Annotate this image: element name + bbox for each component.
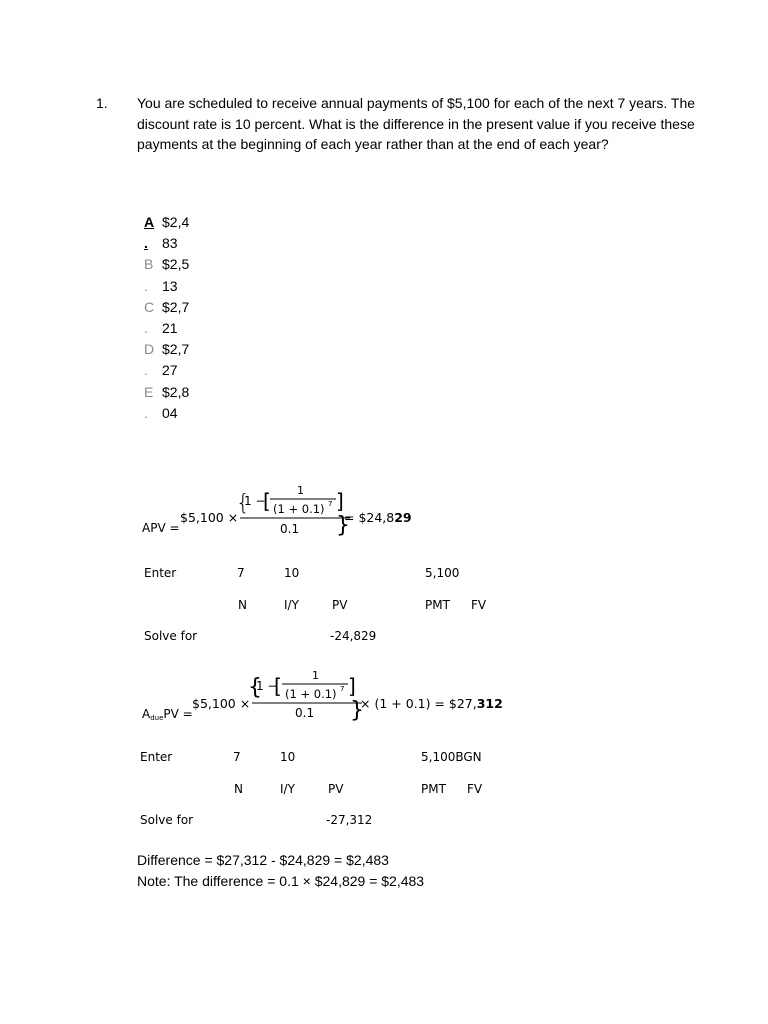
- choice-letter: D: [144, 341, 155, 358]
- answer-choices: [144, 212, 224, 424]
- adue-rate: 0.1: [295, 706, 315, 720]
- choice-c[interactable]: [144, 297, 224, 339]
- choice-dot: .: [144, 235, 148, 252]
- apv-formula: [136, 480, 506, 545]
- adue-key-iy: I/Y: [280, 782, 295, 796]
- adue-key-pv: PV: [328, 782, 344, 796]
- choice-d[interactable]: [144, 339, 224, 381]
- apv-key-pv: PV: [332, 598, 348, 612]
- choice-value-part1: $2,4: [162, 214, 190, 230]
- svg-text:]: ]: [348, 674, 356, 698]
- apv-pmt-value: 5,100: [425, 566, 460, 580]
- svg-text:{: {: [248, 675, 262, 700]
- choice-dot: .: [144, 404, 148, 421]
- choice-e[interactable]: [144, 382, 224, 424]
- apv-key-n: N: [238, 598, 247, 612]
- choice-letter: E: [144, 383, 154, 400]
- adue-pv-result: -27,312: [326, 813, 373, 827]
- apv-result-prefix: = $24,8: [344, 510, 395, 525]
- adue-label-sub: due: [150, 714, 164, 722]
- adue-n-value: 7: [233, 750, 241, 764]
- svg-text:}: }: [350, 698, 364, 723]
- svg-text:{: {: [236, 491, 250, 516]
- apv-rate: 0.1: [280, 522, 300, 536]
- adue-label-rest: PV =: [163, 707, 193, 721]
- note-line: Note: The difference = 0.1 × $24,829 = $2,483: [137, 873, 425, 889]
- svg-text:1 −: 1 −: [244, 494, 266, 508]
- choice-value-part2: 27: [162, 362, 178, 379]
- choice-value-part1: $2,8: [162, 383, 190, 400]
- apv-result-bold: 29: [394, 510, 412, 525]
- adue-result-bold: 312: [476, 696, 503, 711]
- choice-value-part1: $2,7: [162, 341, 190, 358]
- difference-line: Difference = $27,312 - $24,829 = $2,483: [137, 852, 389, 868]
- adue-numer-one: 1: [312, 669, 319, 682]
- apv-n-value: 7: [237, 566, 245, 580]
- annuity-due-calculation: [136, 662, 506, 832]
- choice-letter: A: [144, 214, 155, 230]
- choice-value-part2: 13: [162, 277, 178, 294]
- adue-pmt: $5,100 ×: [192, 696, 251, 711]
- adue-key-pmt: PMT: [421, 782, 446, 796]
- apv-pmt: $5,100 ×: [180, 510, 239, 525]
- apv-base: (1 + 0.1): [273, 502, 325, 516]
- choice-dot: .: [144, 320, 148, 337]
- svg-text:[: [: [263, 489, 271, 513]
- svg-text:× (1 + 0.1) = $27,312: [360, 696, 503, 711]
- apv-iy-value: 10: [284, 566, 300, 580]
- choice-value-part2: 83: [162, 235, 178, 252]
- choice-a[interactable]: [144, 212, 224, 254]
- adue-exp: 7: [340, 685, 345, 693]
- apv-key-iy: I/Y: [284, 598, 299, 612]
- svg-text:AduePV =: [142, 707, 193, 722]
- adue-iy-value: 10: [280, 750, 296, 764]
- adue-solve-label: Solve for: [140, 813, 194, 827]
- adue-base: (1 + 0.1): [285, 687, 337, 701]
- choice-dot: .: [144, 277, 148, 294]
- adue-formula: [136, 662, 506, 727]
- apv-exp: 7: [328, 500, 333, 508]
- choice-value-part1: $2,5: [162, 256, 190, 273]
- svg-text:}: }: [336, 513, 350, 538]
- choice-value-part2: 21: [162, 320, 178, 337]
- svg-text:= $24,829: [344, 510, 412, 525]
- apv-numer-one: 1: [297, 484, 304, 497]
- apv-key-fv: FV: [471, 598, 487, 612]
- apv-pv-result: -24,829: [330, 629, 377, 643]
- choice-letter: B: [144, 256, 154, 273]
- explanation: [137, 850, 424, 892]
- svg-text:]: ]: [336, 489, 344, 513]
- choice-value-part2: 04: [162, 404, 178, 421]
- svg-text:1 −: 1 −: [256, 679, 278, 693]
- adue-key-fv: FV: [467, 782, 483, 796]
- question-text: You are scheduled to receive annual payments of $5,100 for each of the next 7 years. The discount rate is 10 percent. What is the difference in the present value if you receive these payments at the beginning of each year rather than at the end of each year?: [137, 95, 696, 152]
- adue-times: × (1 + 0.1) = $27,: [360, 696, 477, 711]
- choice-b[interactable]: [144, 254, 224, 296]
- adue-enter-label: Enter: [140, 750, 173, 764]
- apv-solve-label: Solve for: [144, 629, 198, 643]
- apv-label: APV =: [142, 521, 180, 535]
- adue-key-n: N: [234, 782, 243, 796]
- choice-value-part1: $2,7: [162, 298, 190, 315]
- adue-pmt-value: 5,100BGN: [421, 750, 482, 764]
- choice-dot: .: [144, 362, 148, 379]
- svg-text:[: [: [274, 674, 282, 698]
- apv-key-pmt: PMT: [425, 598, 450, 612]
- question-number: 1.: [96, 95, 108, 111]
- adue-label-a: A: [142, 707, 151, 721]
- apv-enter-label: Enter: [144, 566, 177, 580]
- apv-calculation: [136, 480, 506, 650]
- choice-letter: C: [144, 298, 155, 315]
